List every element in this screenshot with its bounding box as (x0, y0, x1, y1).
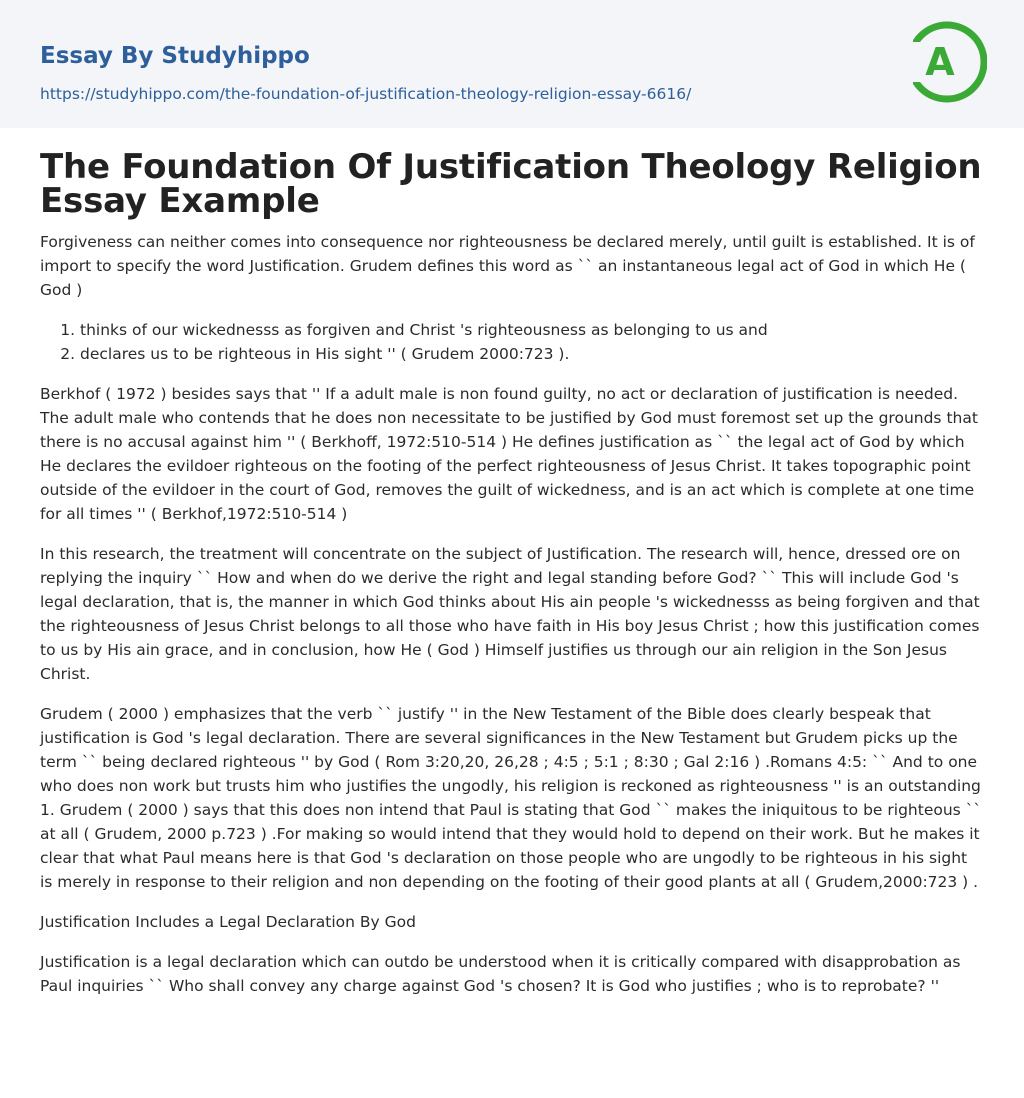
site-title[interactable]: Essay By Studyhippo (40, 43, 310, 69)
site-header (0, 0, 1024, 128)
page-url-link[interactable]: https://studyhippo.com/the-foundation-of-justification-theology-religion-essay-6616/ (40, 85, 692, 103)
list-item: 2. declares us to be righteous in His sight '' ( Grudem 2000:723 ). (80, 342, 984, 366)
studyhippo-logo-icon[interactable] (913, 18, 987, 106)
paragraph-research: In this research, the treatment will concentrate on the subject of Justification. The research will, hence, dressed ore on replying the inquiry `` How and when do we derive the right and legal standing before God? `` This will include God 's legal declaration, that is, the manner in which God thinks about His ain people 's wickednesss as being forgiven and that the righteousness of Jesus Christ belongs to all those who have faith in His boy Jesus Christ ; how this justification comes to us by His ain grace, and in conclusion, how He ( God ) Himself justifies us through our ain religion in the Son Jesus Christ. (40, 545, 980, 683)
list-item: 1. thinks of our wickednesss as forgiven and Christ 's righteousness as belonging to us and (80, 318, 984, 342)
paragraph-grudem: Grudem ( 2000 ) emphasizes that the verb `` justify '' in the New Testament of the Bible does clearly bespeak that justification is God 's legal declaration. There are several significances in the New Testament but Grudem picks up the term `` being declared righteous '' by God ( Rom 3:20,20, 26,28 ; 4:5 ; 5:1 ; 8:30 ; Gal 2:16 ) .Romans 4:5: `` And to one who does non work but trusts him who justifies the ungodly, his religion is reckoned as righteousness '' is an outstanding 1. Grudem ( 2000 ) says that this does non intend that Paul is stating that God `` makes the iniquitous to be righteous `` at all ( Grudem, 2000 p.723 ) .For making so would intend that they would hold to depend on their work. But he makes it clear that what Paul means here is that God 's declaration on those people who are ungodly to be righteous in his sight is merely in response to their religion and non depending on the footing of their good plants at all ( Grudem,2000:723 ) . (40, 705, 982, 891)
definition-list (40, 318, 984, 366)
paragraph-legal-declaration: Justification is a legal declaration which can outdo be understood when it is critically compared with disapprobation as Paul inquiries `` Who shall convey any charge against God 's chosen? It is God who justifies ; who is to reprobate? '' (40, 953, 961, 995)
paragraph-berkhof: Berkhof ( 1972 ) besides says that '' If a adult male is non found guilty, no act or declaration of justification is needed. The adult male who contends that he does non necessitate to be justified by God must foremost set up the grounds that there is no accusal against him '' ( Berkhoff, 1972:510-514 ) He defines justification as `` the legal act of God by which He declares the evildoer righteous on the footing of the perfect righteousness of Jesus Christ. It takes topographic point outside of the evildoer in the court of God, removes the guilt of wickedness, and is an act which is complete at one time for all times '' ( Berkhof,1972:510-514 ) (40, 385, 978, 523)
page-title: The Foundation Of Justification Theology Religion Essay Example (40, 147, 982, 221)
logo-letter: A (925, 40, 955, 84)
article (0, 147, 1024, 998)
intro-paragraph: Forgiveness can neither comes into consequence nor righteousness be declared merely, until guilt is established. It is of import to specify the word Justification. Grudem defines this word as `` an instantaneous legal act of God in which He ( God ) (40, 233, 975, 299)
section-heading: Justification Includes a Legal Declaration By God (40, 913, 416, 931)
